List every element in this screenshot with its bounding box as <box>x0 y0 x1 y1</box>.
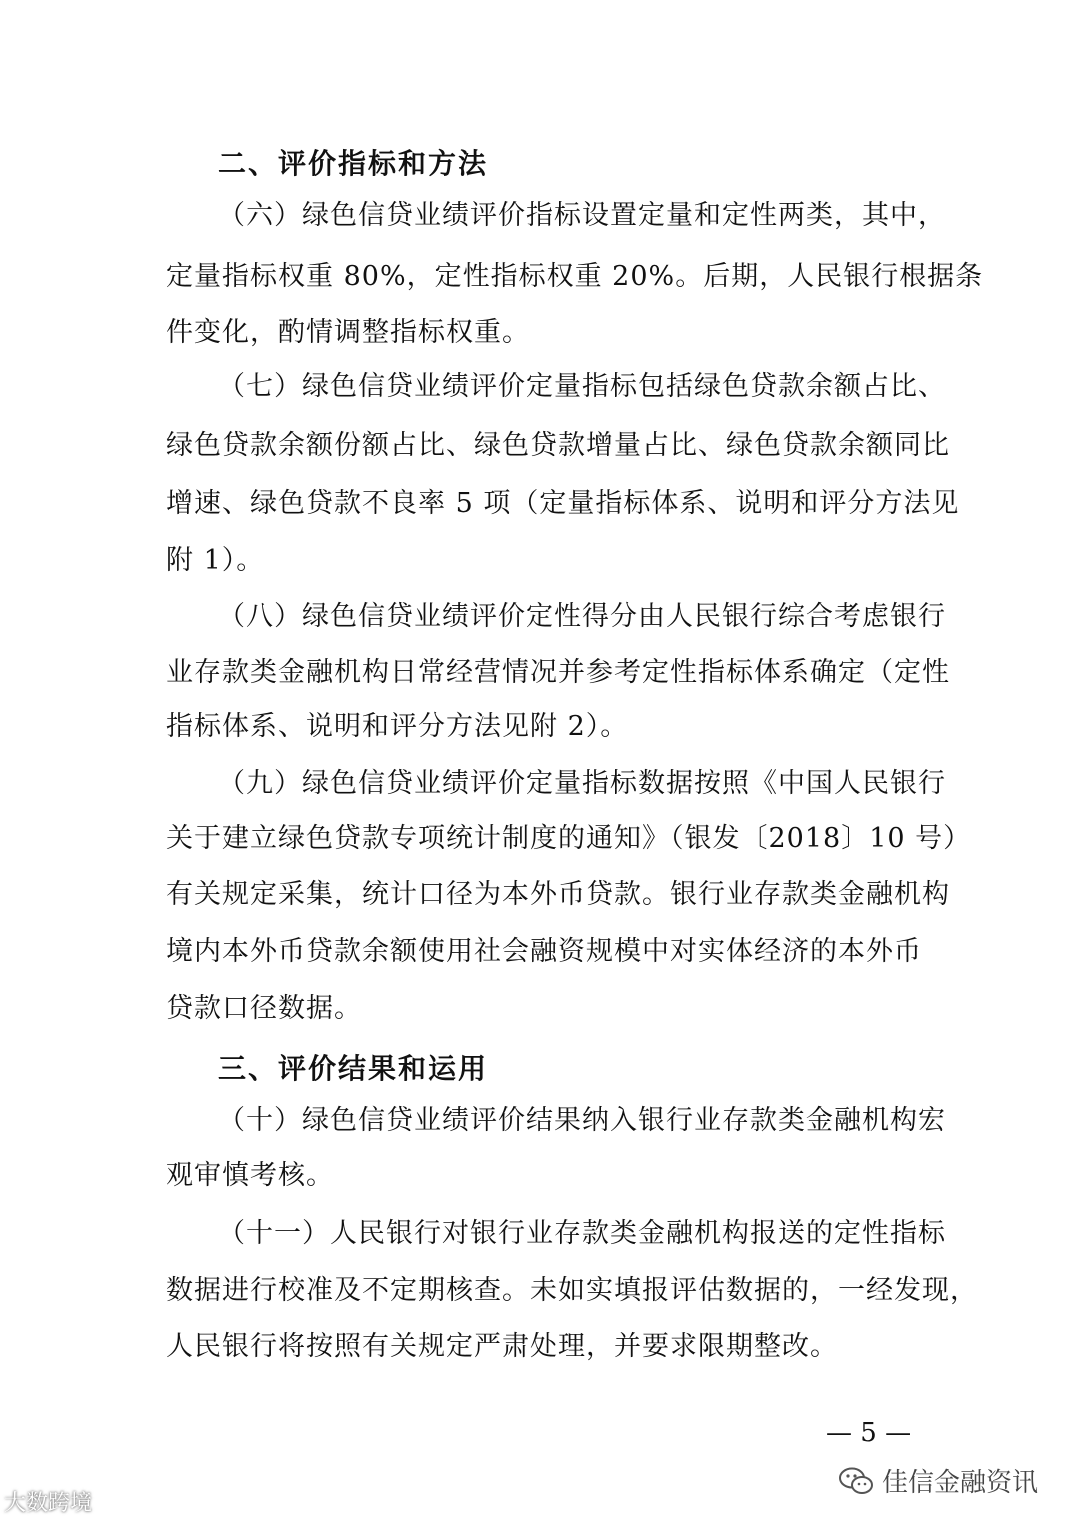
wechat-icon <box>838 1466 874 1496</box>
paragraph-line: 人民银行将按照有关规定严肃处理，并要求限期整改。 <box>166 1331 838 1362</box>
paragraph-line: 增速、绿色贷款不良率 5 项（定量指标体系、说明和评分方法见 <box>166 488 960 519</box>
paragraph-line: 观审慎考核。 <box>166 1160 334 1191</box>
paragraph-line: 件变化，酌情调整指标权重。 <box>166 317 530 348</box>
watermark-right <box>838 1462 1038 1499</box>
paragraph-line: 业存款类金融机构日常经营情况并参考定性指标体系确定（定性 <box>166 657 950 688</box>
page-number: — 5 — <box>826 1418 912 1448</box>
watermark-left-text: 大数跨境 <box>4 1491 93 1516</box>
paragraph-line: 指标体系、说明和评分方法见附 2）。 <box>166 711 629 742</box>
section-heading-3: 三、评价结果和运用 <box>218 1052 489 1085</box>
paragraph-line: 附 1）。 <box>166 545 265 576</box>
paragraph-line: 贷款口径数据。 <box>166 993 362 1024</box>
watermark-left <box>4 1486 92 1517</box>
paragraph-line: 有关规定采集，统计口径为本外币贷款。银行业存款类金融机构 <box>166 879 950 910</box>
paragraph-line: （九）绿色信贷业绩评价定量指标数据按照《中国人民银行 <box>218 768 946 799</box>
paragraph-line: （七）绿色信贷业绩评价定量指标包括绿色贷款余额占比、 <box>218 371 946 402</box>
watermark-right-text: 佳信金融资讯 <box>882 1468 1039 1498</box>
paragraph-line: 关于建立绿色贷款专项统计制度的通知》（银发〔2018〕10 号） <box>166 823 972 854</box>
paragraph-line: 绿色贷款余额份额占比、绿色贷款增量占比、绿色贷款余额同比 <box>166 430 950 461</box>
paragraph-line: （十）绿色信贷业绩评价结果纳入银行业存款类金融机构宏 <box>218 1105 946 1136</box>
paragraph-line: 境内本外币贷款余额使用社会融资规模中对实体经济的本外币 <box>166 936 922 967</box>
paragraph-line: （十一）人民银行对银行业存款类金融机构报送的定性指标 <box>218 1218 946 1249</box>
paragraph-line: 定量指标权重 80%，定性指标权重 20%。后期，人民银行根据条 <box>166 261 984 292</box>
section-heading-2: 二、评价指标和方法 <box>218 147 489 180</box>
paragraph-line: （八）绿色信贷业绩评价定性得分由人民银行综合考虑银行 <box>218 601 946 632</box>
paragraph-line: 数据进行校准及不定期核查。未如实填报评估数据的，一经发现， <box>166 1275 978 1306</box>
paragraph-line: （六）绿色信贷业绩评价指标设置定量和定性两类，其中， <box>218 200 946 231</box>
